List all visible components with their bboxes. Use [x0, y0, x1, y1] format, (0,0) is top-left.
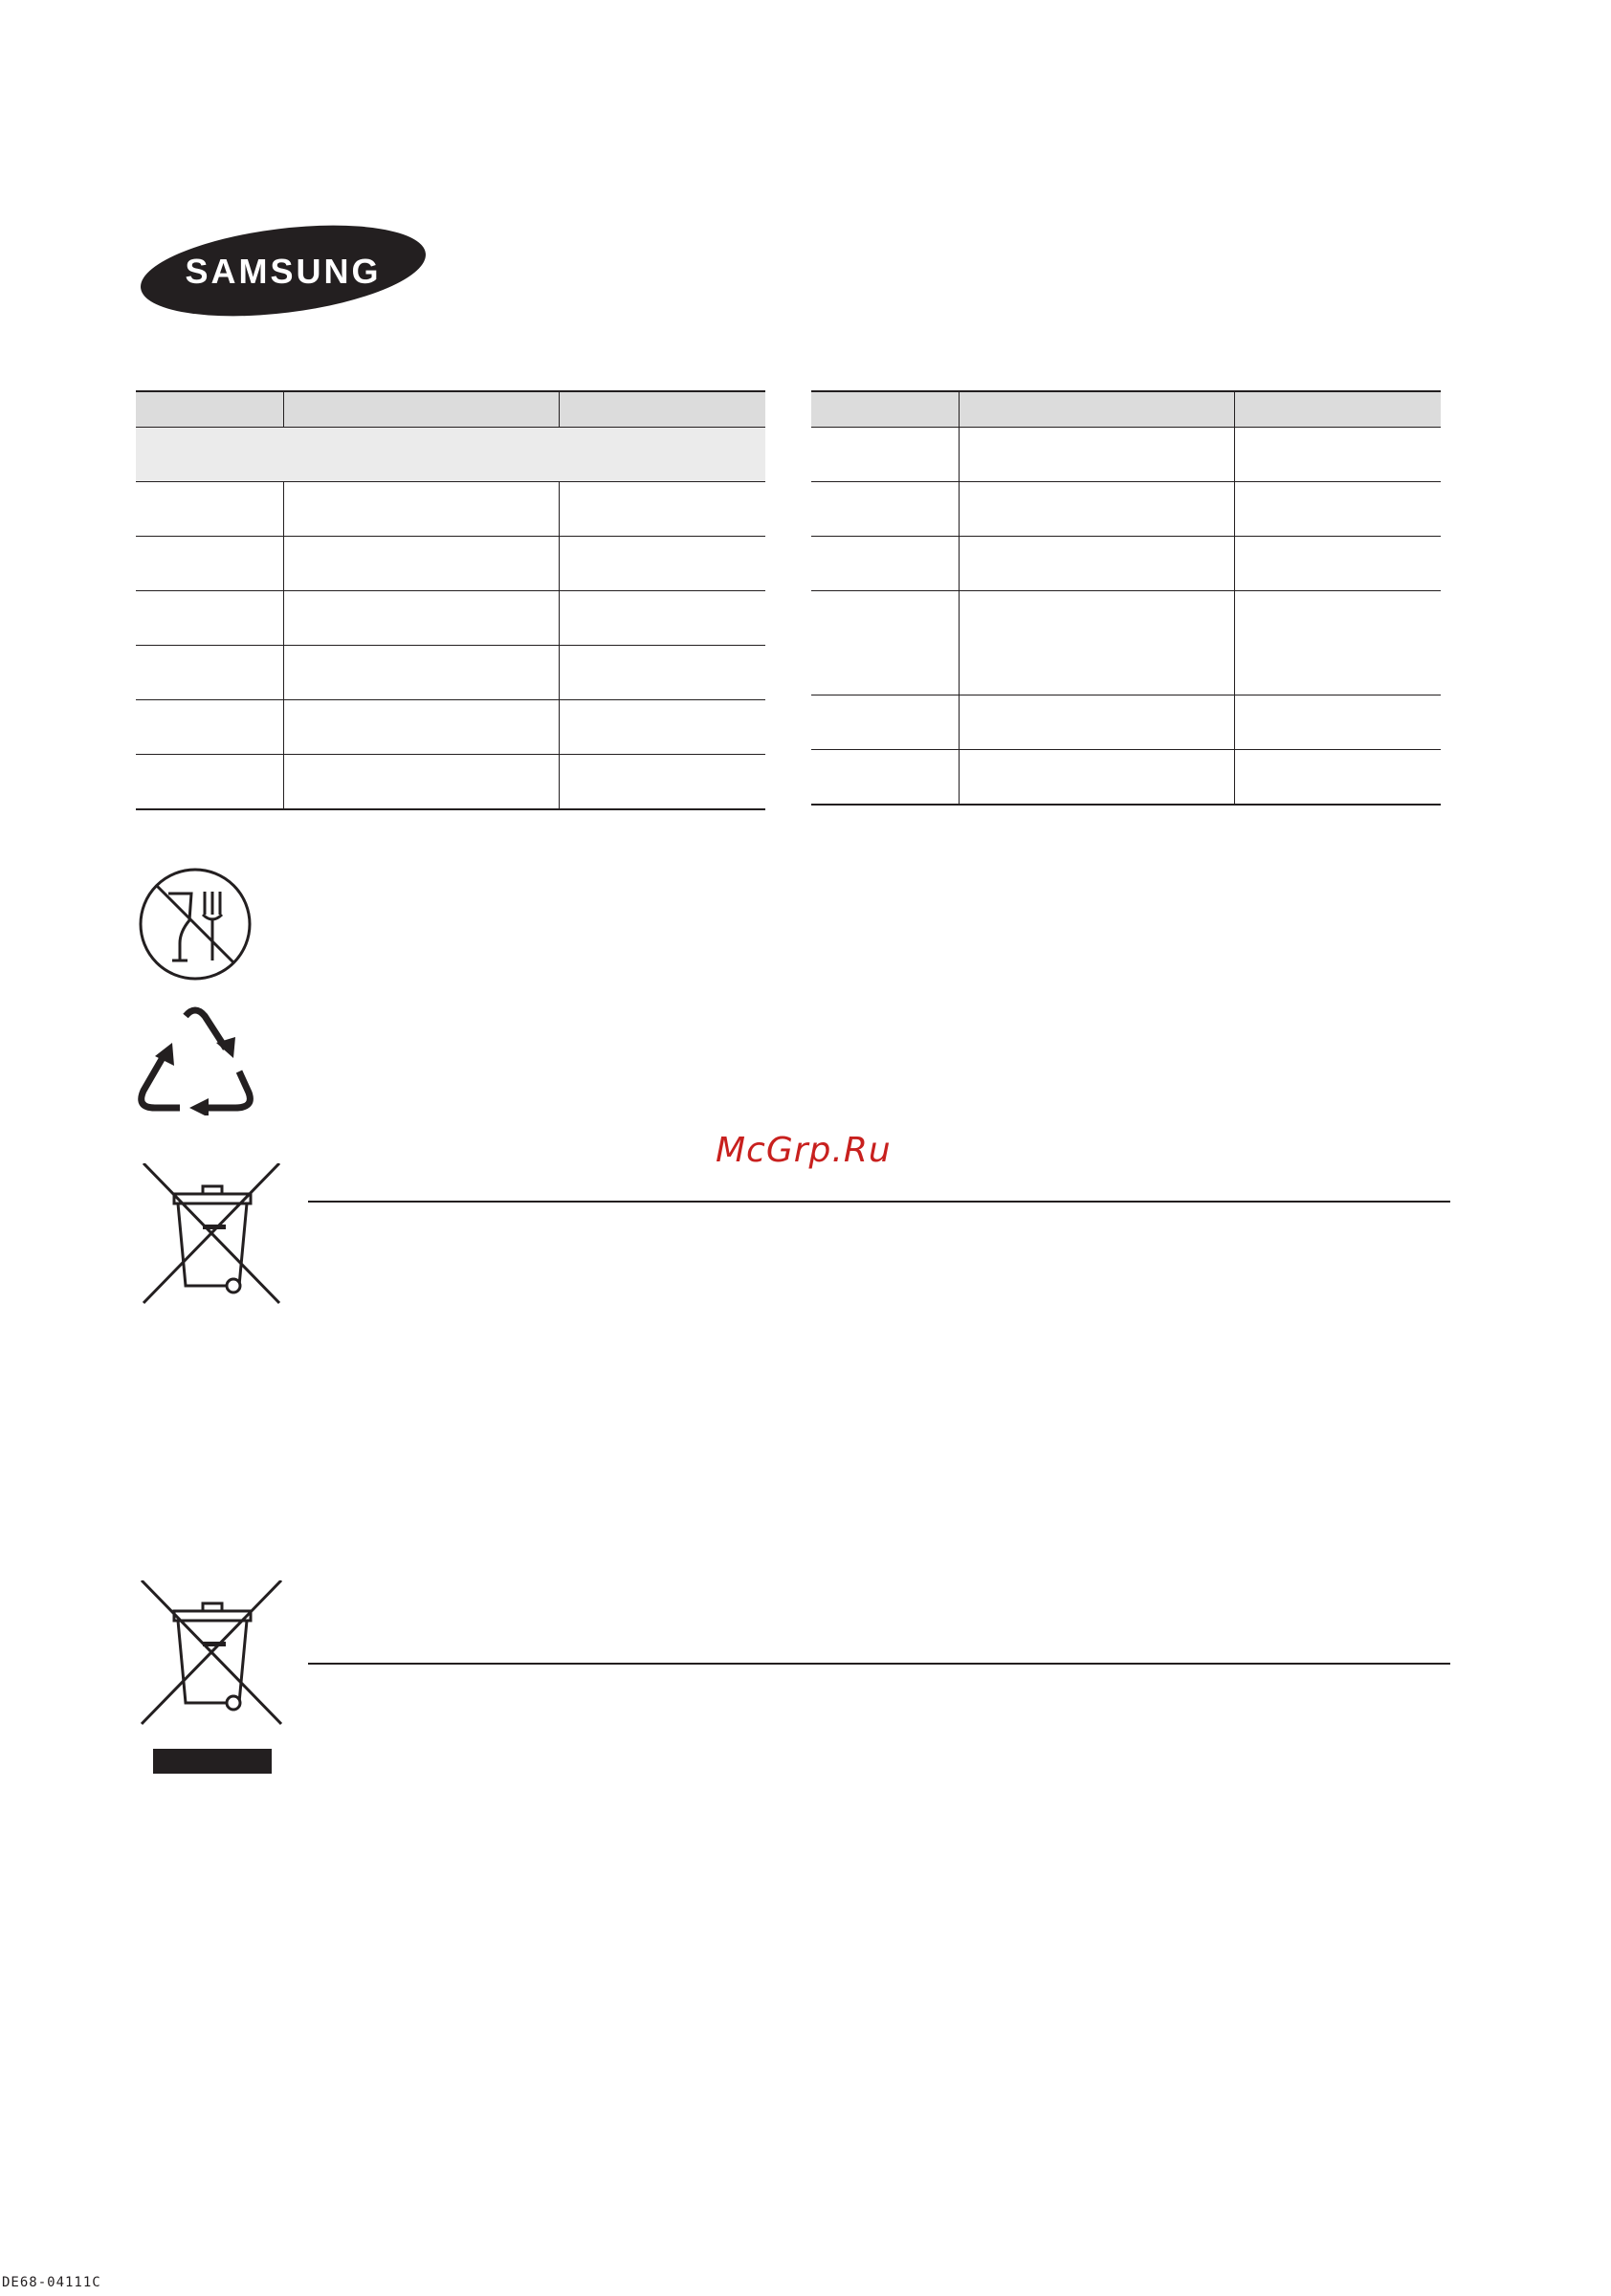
table-cell: [136, 755, 283, 810]
header-cell: [136, 391, 283, 428]
table-cell: [283, 537, 559, 591]
table-cell: [136, 700, 283, 755]
table-row: [136, 482, 765, 537]
table-cell: [1234, 591, 1441, 695]
watermark-text: McGrp.Ru: [716, 1131, 892, 1170]
table-row: [811, 695, 1441, 750]
table-row: [136, 646, 765, 700]
table-cell: [283, 646, 559, 700]
table-cell: [283, 482, 559, 537]
table-cell: [559, 755, 765, 810]
table-cell: [1234, 695, 1441, 750]
table-cell: [811, 591, 959, 695]
table-group-row: [136, 428, 765, 482]
table-row: [136, 700, 765, 755]
table-cell: [959, 428, 1234, 482]
samsung-logo-text: SAMSUNG: [185, 252, 382, 291]
table-cell: [811, 428, 959, 482]
table-row: [136, 537, 765, 591]
table-cell: [283, 755, 559, 810]
spec-table-right: [811, 390, 1441, 806]
table-cell: [811, 537, 959, 591]
table-cell: [136, 591, 283, 646]
spec-table-left: [136, 390, 765, 810]
recycle-triangle-icon: [136, 1004, 254, 1115]
table-cell: [559, 537, 765, 591]
table-cell: [1234, 428, 1441, 482]
header-cell: [959, 391, 1234, 428]
table-cell: [559, 646, 765, 700]
table-cell: [559, 700, 765, 755]
header-cell: [283, 391, 559, 428]
table-cell: [283, 700, 559, 755]
table-cell: [959, 750, 1234, 806]
section-divider: [308, 1201, 1450, 1203]
table-header-row: [811, 391, 1441, 428]
table-cell: [811, 695, 959, 750]
header-cell: [811, 391, 959, 428]
samsung-logo: [139, 222, 428, 320]
table-cell: [283, 591, 559, 646]
table-cell: [1234, 482, 1441, 537]
table-row: [811, 428, 1441, 482]
group-cell: [136, 428, 765, 482]
table-cell: [136, 482, 283, 537]
document-code: DE68-04111C: [2, 2275, 101, 2290]
header-cell: [559, 391, 765, 428]
table-row: [811, 591, 1441, 695]
section-divider: [308, 1663, 1450, 1665]
table-cell: [811, 750, 959, 806]
table-row: [811, 537, 1441, 591]
table-cell: [136, 646, 283, 700]
table-cell: [136, 537, 283, 591]
table-row: [811, 482, 1441, 537]
table-header-row: [136, 391, 765, 428]
table-cell: [959, 591, 1234, 695]
header-cell: [1234, 391, 1441, 428]
table-cell: [959, 695, 1234, 750]
not-food-contact-icon: [136, 865, 254, 983]
table-cell: [1234, 537, 1441, 591]
table-cell: [559, 591, 765, 646]
table-cell: [1234, 750, 1441, 806]
table-row: [811, 750, 1441, 806]
weee-battery-bin-icon: [138, 1580, 285, 1776]
table-cell: [811, 482, 959, 537]
table-cell: [559, 482, 765, 537]
table-row: [136, 591, 765, 646]
table-cell: [959, 482, 1234, 537]
weee-bin-icon: [140, 1163, 283, 1307]
table-row: [136, 755, 765, 810]
table-cell: [959, 537, 1234, 591]
